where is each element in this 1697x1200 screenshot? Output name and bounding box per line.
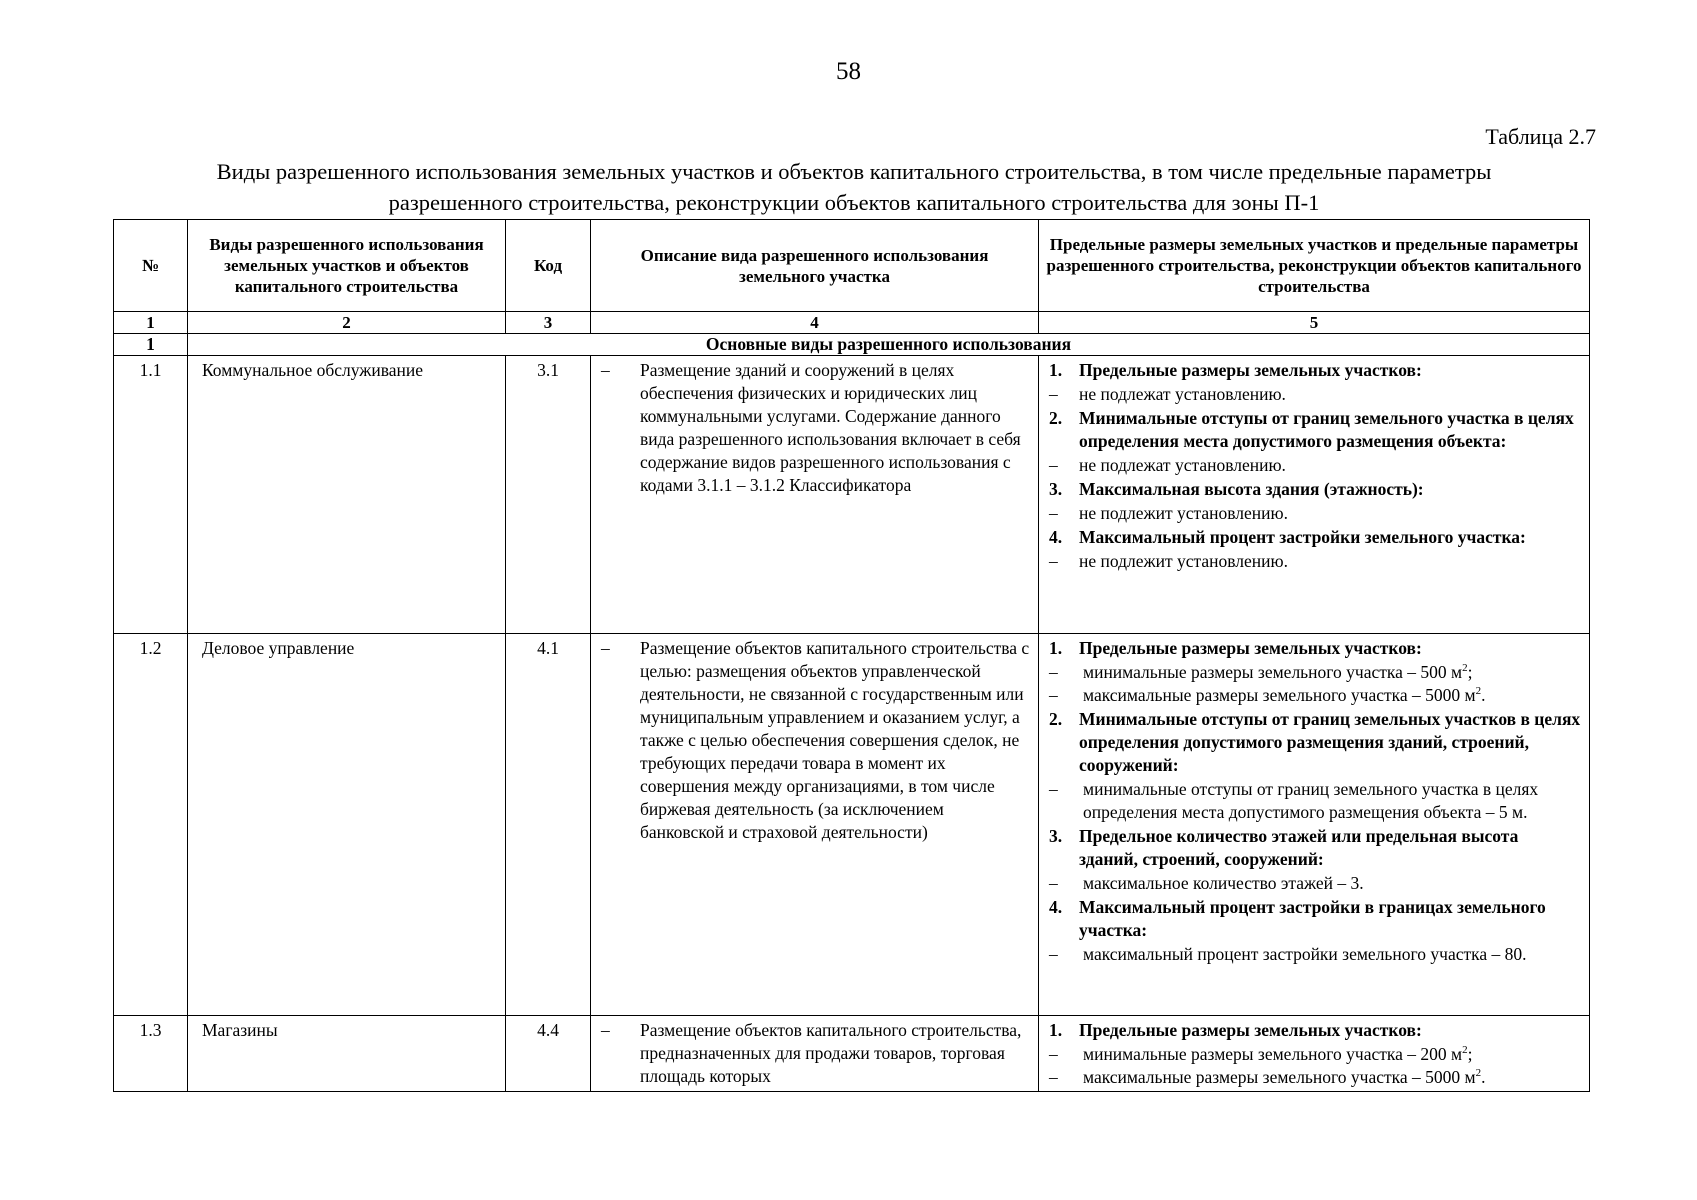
dash-marker: –: [1049, 873, 1058, 893]
parameter-heading: [1049, 526, 1581, 549]
dash-marker: –: [1049, 1044, 1058, 1064]
header-code: Код: [506, 220, 591, 312]
parameter-value-text: не подлежит установлению.: [1079, 551, 1288, 571]
parameter-value: [1049, 550, 1581, 573]
header-params: Предельные размеры земельных участков и предельные параметры разрешенного строительства, реконструкции объектов капитального строительства: [1039, 220, 1590, 312]
description-text: Размещение объектов капитального строительства, предназначенных для продажи товаров, торговая площадь которых: [640, 1020, 1022, 1086]
parameter-value: [1049, 872, 1581, 895]
square-superscript: 2: [1475, 1067, 1482, 1080]
header-row: [114, 220, 1590, 312]
parameter-value-text: максимальный процент застройки земельного участка – 80.: [1083, 944, 1527, 964]
header-name: Виды разрешенного использования земельных участков и объектов капитального строительства: [188, 220, 506, 312]
title-line-2: разрешенного строительства, реконструкции объектов капитального строительства для зоны П-1: [388, 190, 1320, 215]
parameter-value-text: максимальные размеры земельного участка – 5000 м: [1083, 1067, 1476, 1087]
parameter-heading-text: Минимальные отступы от границ земельных участков в целях определения допустимого размещения зданий, строений, сооружений:: [1079, 709, 1581, 775]
parameter-value-text: не подлежат установлению.: [1079, 455, 1286, 475]
parameter-number: 1.: [1049, 638, 1063, 658]
limit-parameters: [1039, 634, 1590, 1016]
header-num: №: [114, 220, 188, 312]
parameter-value-text: максимальное количество этажей – 3.: [1083, 873, 1364, 893]
table-caption: Таблица 2.7: [1485, 124, 1596, 149]
use-type-name: Коммунальное обслуживание: [188, 356, 506, 634]
parameter-heading-text: Максимальный процент застройки земельного участка:: [1079, 527, 1526, 547]
dash-marker: –: [1049, 455, 1058, 475]
parameter-number: 2.: [1049, 408, 1063, 428]
parameter-number: 1.: [1049, 1020, 1063, 1040]
section-row: [114, 334, 1590, 356]
parameter-heading: [1049, 825, 1581, 871]
parameter-value: [1049, 661, 1581, 684]
limit-parameters: [1039, 356, 1590, 634]
parameter-value: [1049, 454, 1581, 477]
description-text: Размещение зданий и сооружений в целях обеспечения физических и юридических лиц коммунальными услугами. Содержание данного вида разрешенного использования включает в себя содержание видов разрешенного использования с кодами 3.1.1 – 3.1.2 Классификатора: [640, 360, 1021, 495]
square-superscript: 2: [1475, 685, 1482, 698]
square-superscript: 2: [1462, 1044, 1468, 1057]
parameter-heading: [1049, 407, 1581, 453]
dash-marker: –: [1049, 944, 1058, 964]
row-number: 1.2: [114, 634, 188, 1016]
parameter-heading: [1049, 896, 1581, 942]
page-number: 58: [836, 58, 861, 85]
row-number: 1.1: [114, 356, 188, 634]
dash-marker: –: [601, 638, 610, 658]
dash-marker: –: [601, 1020, 610, 1040]
header-description: Описание вида разрешенного использования земельного участка: [591, 220, 1039, 312]
dash-marker: –: [601, 360, 610, 380]
parameter-heading: [1049, 708, 1581, 777]
punctuation: .: [1481, 1067, 1486, 1087]
parameter-value-text: не подлежат установлению.: [1079, 384, 1286, 404]
parameter-heading-text: Предельные размеры земельных участков:: [1079, 360, 1422, 380]
parameter-value-text: не подлежит установлению.: [1079, 503, 1288, 523]
table-row: [114, 1016, 1590, 1092]
parameter-value: [1049, 383, 1581, 406]
parameter-number: 4.: [1049, 897, 1063, 917]
use-type-name: Деловое управление: [188, 634, 506, 1016]
description-text: Размещение объектов капитального строительства с целью: размещения объектов управленческой деятельности, не связанной с государственным или муниципальным управлением и оказанием услуг, а также с целью обеспечения совершения сделок, не требующих передачи товара в момент их совершения между организациями, в том числе биржевая деятельность (за исключением банковской и страховой деятельности): [640, 638, 1030, 842]
use-description: [591, 1016, 1039, 1092]
parameter-value: [1049, 1043, 1581, 1066]
column-number: 4: [591, 312, 1039, 334]
dash-marker: –: [1049, 384, 1058, 404]
parameter-heading: [1049, 1019, 1581, 1042]
parameter-heading-text: Предельные размеры земельных участков:: [1079, 1020, 1422, 1040]
parameter-value-text: максимальные размеры земельного участка – 5000 м: [1083, 685, 1476, 705]
parameter-number: 4.: [1049, 527, 1063, 547]
parameter-number: 3.: [1049, 826, 1063, 846]
limit-parameters: [1039, 1016, 1590, 1092]
column-number-row: [114, 312, 1590, 334]
parameter-heading: [1049, 359, 1581, 382]
parameter-value: [1049, 778, 1581, 824]
permitted-uses-table: [113, 219, 1590, 1092]
parameter-value: [1049, 502, 1581, 525]
parameter-number: 3.: [1049, 479, 1063, 499]
parameter-value-text: минимальные размеры земельного участка – 500 м: [1083, 662, 1463, 682]
punctuation: ;: [1467, 1044, 1473, 1064]
table-row: [114, 356, 1590, 634]
punctuation: .: [1481, 685, 1486, 705]
use-code: 4.4: [506, 1016, 591, 1092]
title-line-1: Виды разрешенного использования земельных участков и объектов капитального строительства, в том числе предельные параметры: [216, 159, 1492, 184]
dash-marker: –: [1049, 779, 1058, 799]
dash-marker: –: [1049, 685, 1058, 705]
dash-marker: –: [1049, 662, 1058, 682]
parameter-value: [1049, 684, 1581, 707]
use-code: 3.1: [506, 356, 591, 634]
section-title: Основные виды разрешенного использования: [188, 334, 1590, 356]
parameter-heading-text: Предельное количество этажей или предельная высота зданий, строений, сооружений:: [1079, 826, 1519, 869]
column-number: 5: [1039, 312, 1590, 334]
dash-marker: –: [1049, 503, 1058, 523]
column-number: 1: [114, 312, 188, 334]
column-number: 3: [506, 312, 591, 334]
parameter-value: [1049, 1066, 1581, 1089]
use-code: 4.1: [506, 634, 591, 1016]
use-description: [591, 634, 1039, 1016]
document-title: [140, 156, 1568, 218]
parameter-value-text: минимальные отступы от границ земельного участка в целях определения места допустимого размещения объекта – 5 м.: [1083, 779, 1539, 822]
parameter-heading-text: Минимальные отступы от границ земельного участка в целях определения места допустимого размещения объекта:: [1079, 408, 1574, 451]
table-row: [114, 634, 1590, 1016]
dash-marker: –: [1049, 1067, 1058, 1087]
row-number: 1.3: [114, 1016, 188, 1092]
section-num: 1: [114, 334, 188, 356]
punctuation: ;: [1467, 662, 1473, 682]
square-superscript: 2: [1462, 662, 1468, 675]
column-number: 2: [188, 312, 506, 334]
parameter-heading-text: Максимальный процент застройки в границах земельного участка:: [1079, 897, 1546, 940]
use-type-name: Магазины: [188, 1016, 506, 1092]
parameter-number: 2.: [1049, 709, 1063, 729]
parameter-heading-text: Предельные размеры земельных участков:: [1079, 638, 1422, 658]
parameter-value-text: минимальные размеры земельного участка – 200 м: [1083, 1044, 1463, 1064]
parameter-heading: [1049, 478, 1581, 501]
use-description: [591, 356, 1039, 634]
parameter-number: 1.: [1049, 360, 1063, 380]
parameter-heading: [1049, 637, 1581, 660]
parameter-heading-text: Максимальная высота здания (этажность):: [1079, 479, 1424, 499]
parameter-value: [1049, 943, 1581, 966]
dash-marker: –: [1049, 551, 1058, 571]
